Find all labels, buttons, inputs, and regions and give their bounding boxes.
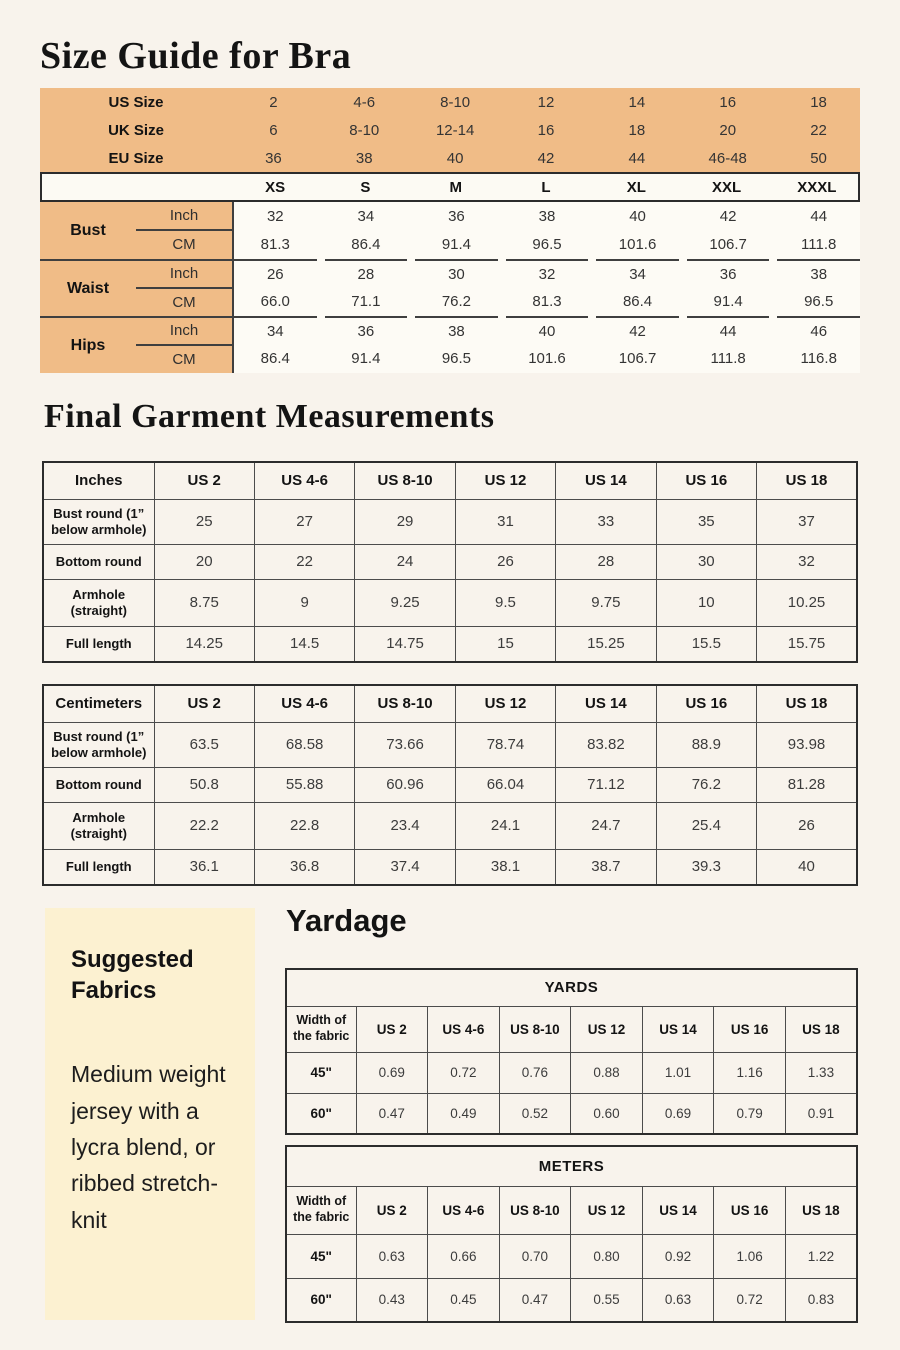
measurement-value: 101.6 <box>618 236 657 254</box>
garment-row-label: Armhole (straight) <box>43 579 154 626</box>
garment-value: 26 <box>455 544 555 579</box>
measurement-value: 42 <box>596 316 679 345</box>
intl-size-row <box>40 144 860 172</box>
intl-size-label: EU Size <box>108 149 164 167</box>
intl-size-value: 42 <box>537 149 555 167</box>
garment-value: 24 <box>355 544 455 579</box>
garment-value: 60.96 <box>355 767 455 802</box>
measurement-value: 101.6 <box>528 350 566 368</box>
yardage-value: 0.83 <box>785 1278 857 1322</box>
garment-size-header: US 2 <box>154 685 254 722</box>
garment-value: 36.1 <box>154 849 254 885</box>
yardage-value: 0.52 <box>499 1093 571 1134</box>
garment-value: 50.8 <box>154 767 254 802</box>
measurement-name: Hips <box>70 336 106 354</box>
intl-size-value: 16 <box>537 121 555 139</box>
measurement-value: 42 <box>719 207 737 225</box>
yardage-unit-title: YARDS <box>286 969 857 1006</box>
measurement-value: 34 <box>234 316 317 345</box>
intl-size-value: 2 <box>269 93 278 111</box>
cm-values-row <box>234 345 860 374</box>
yardage-value: 1.16 <box>714 1052 786 1093</box>
intl-size-value: 6 <box>269 121 278 139</box>
garment-row-label: Bottom round <box>43 767 154 802</box>
intl-size-value: 18 <box>628 121 646 139</box>
intl-size-value: 16 <box>719 93 737 111</box>
garment-size-header: US 18 <box>757 462 857 499</box>
measurement-value: 36 <box>687 259 770 288</box>
measurement-value: 86.4 <box>351 236 381 254</box>
measurement-value: 26 <box>234 259 317 288</box>
garment-size-header: US 4-6 <box>254 685 354 722</box>
fabric-width-header: Width of the fabric <box>286 1006 356 1052</box>
yardage-value: 0.72 <box>428 1052 500 1093</box>
letter-size: XL <box>626 178 646 196</box>
fabric-width-label: 60" <box>286 1278 356 1322</box>
measurement-value: 36 <box>448 207 465 225</box>
garment-row-label: Armhole (straight) <box>43 802 154 849</box>
garment-value: 28 <box>556 544 656 579</box>
intl-size-value: 12-14 <box>435 121 475 139</box>
yardage-value: 0.69 <box>642 1093 714 1134</box>
yardage-size-header: US 16 <box>714 1186 786 1234</box>
garment-table-cm <box>42 684 858 886</box>
garment-value: 81.28 <box>757 767 857 802</box>
yardage-value: 0.88 <box>571 1052 643 1093</box>
unit-label-inch: Inch <box>136 318 232 346</box>
fabric-width-label: 60" <box>286 1093 356 1134</box>
yardage-value: 0.55 <box>571 1278 643 1322</box>
cm-values-row <box>234 231 860 260</box>
garment-size-header: US 2 <box>154 462 254 499</box>
intl-size-value: 36 <box>265 149 282 167</box>
unit-label-cm: CM <box>172 293 196 311</box>
yardage-value: 0.63 <box>642 1278 714 1322</box>
yardage-table-meters <box>285 1145 858 1323</box>
inch-values-row <box>234 259 860 288</box>
garment-row-label: Full length <box>43 849 154 885</box>
unit-label-inch: Inch <box>136 202 232 231</box>
yardage-title: Yardage <box>286 903 407 938</box>
measurement-value: 34 <box>357 207 375 225</box>
measurement-value: 44 <box>687 316 770 345</box>
garment-size-header: US 14 <box>556 685 656 722</box>
measurement-value: 86.4 <box>260 350 290 368</box>
garment-value: 14.25 <box>154 626 254 662</box>
garment-value: 35 <box>656 499 756 544</box>
yardage-value: 1.01 <box>642 1052 714 1093</box>
garment-value: 78.74 <box>455 722 555 767</box>
measurement-value: 106.7 <box>618 350 657 368</box>
measurement-value: 86.4 <box>622 293 653 311</box>
measurement-value: 38 <box>415 316 498 345</box>
garment-value: 14.5 <box>254 626 354 662</box>
measurement-value: 96.5 <box>804 293 834 311</box>
measurement-group-labels <box>40 202 232 259</box>
garment-value: 25.4 <box>656 802 756 849</box>
yardage-value: 1.22 <box>785 1234 857 1278</box>
letter-size: M <box>449 178 462 196</box>
yardage-value: 0.72 <box>714 1278 786 1322</box>
garment-size-header: US 14 <box>556 462 656 499</box>
measurement-value: 106.7 <box>709 236 747 254</box>
garment-value: 36.8 <box>254 849 354 885</box>
fabrics-heading: Suggested Fabrics <box>71 946 194 1005</box>
yardage-unit-title: METERS <box>286 1146 857 1186</box>
fabric-width-header: Width of the fabric <box>286 1186 356 1234</box>
intl-size-label: US Size <box>108 93 164 111</box>
measurement-value: 91.4 <box>441 236 472 254</box>
measurement-value: 40 <box>629 207 646 225</box>
yardage-value: 1.06 <box>714 1234 786 1278</box>
garment-value: 22.2 <box>154 802 254 849</box>
yardage-value: 0.60 <box>571 1093 643 1134</box>
intl-size-value: 44 <box>628 149 646 167</box>
garment-value: 38.1 <box>455 849 555 885</box>
yardage-size-header: US 8-10 <box>499 1006 571 1052</box>
garment-value: 25 <box>154 499 254 544</box>
garment-size-header: US 12 <box>455 462 555 499</box>
intl-size-value: 50 <box>810 149 827 167</box>
measurement-value: 76.2 <box>441 293 472 311</box>
page-title: Size Guide for Bra <box>40 35 352 77</box>
measurement-value: 28 <box>325 259 408 288</box>
yardage-size-header: US 14 <box>642 1006 714 1052</box>
measurement-value: 111.8 <box>801 236 837 254</box>
garment-row-label: Full length <box>43 626 154 662</box>
measurement-value: 30 <box>415 259 498 288</box>
garment-value: 20 <box>154 544 254 579</box>
garment-title: Final Garment Measurements <box>44 398 495 435</box>
yardage-size-header: US 18 <box>785 1006 857 1052</box>
garment-value: 8.75 <box>154 579 254 626</box>
yardage-tables <box>285 968 858 1323</box>
measurement-group <box>40 259 860 316</box>
garment-value: 23.4 <box>355 802 455 849</box>
yardage-size-header: US 14 <box>642 1186 714 1234</box>
yardage-value: 0.79 <box>714 1093 786 1134</box>
garment-value: 24.7 <box>556 802 656 849</box>
measurement-value: 81.3 <box>260 236 290 254</box>
yardage-value: 0.63 <box>356 1234 428 1278</box>
yardage-size-header: US 12 <box>571 1006 643 1052</box>
letter-size: XS <box>265 178 286 196</box>
measurement-value: 71.1 <box>351 293 381 311</box>
intl-size-values <box>232 88 860 116</box>
yardage-table-yards <box>285 968 858 1135</box>
garment-value: 15.5 <box>656 626 756 662</box>
yardage-value: 1.33 <box>785 1052 857 1093</box>
garment-value: 15 <box>455 626 555 662</box>
unit-label-inch: Inch <box>136 261 232 289</box>
intl-size-value: 22 <box>810 121 827 139</box>
garment-value: 24.1 <box>455 802 555 849</box>
garment-value: 76.2 <box>656 767 756 802</box>
intl-size-value: 4-6 <box>353 93 376 111</box>
letter-size: L <box>541 178 551 196</box>
garment-row-label: Bust round (1” below armhole) <box>43 722 154 767</box>
suggested-fabrics-panel <box>45 908 255 1320</box>
intl-size-row <box>40 116 860 144</box>
letter-row-spacer <box>42 174 234 200</box>
measurement-value: 38 <box>538 207 556 225</box>
garment-value: 22.8 <box>254 802 354 849</box>
garment-size-header: US 4-6 <box>254 462 354 499</box>
yardage-value: 0.69 <box>356 1052 428 1093</box>
cm-values-row <box>234 288 860 317</box>
yardage-size-header: US 18 <box>785 1186 857 1234</box>
yardage-size-header: US 4-6 <box>428 1186 500 1234</box>
intl-size-label: UK Size <box>108 121 164 139</box>
yardage-size-header: US 2 <box>356 1006 428 1052</box>
intl-size-row <box>40 88 860 116</box>
letter-size-row <box>40 172 860 202</box>
yardage-value: 0.70 <box>499 1234 571 1278</box>
letter-size: XXL <box>711 178 742 196</box>
garment-size-header: US 8-10 <box>355 685 455 722</box>
yardage-size-header: US 8-10 <box>499 1186 571 1234</box>
inch-values-row <box>234 202 860 231</box>
measurement-value: 91.4 <box>351 350 381 368</box>
garment-value: 55.88 <box>254 767 354 802</box>
measurement-name: Waist <box>66 279 110 297</box>
yardage-value: 0.47 <box>499 1278 571 1322</box>
garment-value: 32 <box>757 544 857 579</box>
garment-row-label: Bottom round <box>43 544 154 579</box>
measurement-value: 46 <box>777 316 860 345</box>
intl-size-value: 18 <box>810 93 827 111</box>
unit-label-cm: CM <box>172 236 196 254</box>
body-measurement-table <box>40 202 860 373</box>
garment-value: 10 <box>656 579 756 626</box>
garment-value: 39.3 <box>656 849 756 885</box>
garment-value: 9.25 <box>355 579 455 626</box>
intl-size-value: 40 <box>446 149 464 167</box>
garment-value: 10.25 <box>757 579 857 626</box>
yardage-size-header: US 16 <box>714 1006 786 1052</box>
yardage-value: 0.49 <box>428 1093 500 1134</box>
measurement-value: 32 <box>506 259 589 288</box>
yardage-size-header: US 2 <box>356 1186 428 1234</box>
letter-size: S <box>360 178 371 196</box>
garment-value: 38.7 <box>556 849 656 885</box>
letter-sizes <box>234 174 858 200</box>
intl-size-value: 20 <box>719 121 737 139</box>
yardage-value: 0.76 <box>499 1052 571 1093</box>
garment-value: 63.5 <box>154 722 254 767</box>
measurement-group-labels <box>40 259 232 316</box>
fabric-width-label: 45" <box>286 1052 356 1093</box>
yardage-value: 0.66 <box>428 1234 500 1278</box>
garment-size-header: US 8-10 <box>355 462 455 499</box>
garment-value: 88.9 <box>656 722 756 767</box>
garment-unit-header: Centimeters <box>43 685 154 722</box>
garment-value: 37.4 <box>355 849 455 885</box>
measurement-values <box>232 316 860 373</box>
garment-value: 37 <box>757 499 857 544</box>
intl-size-table <box>40 88 860 172</box>
garment-value: 9.5 <box>455 579 555 626</box>
measurement-name: Bust <box>70 221 106 239</box>
garment-table-inches <box>42 461 858 663</box>
measurement-value: 116.8 <box>800 350 837 368</box>
measurement-value: 32 <box>266 207 284 225</box>
yardage-value: 0.45 <box>428 1278 500 1322</box>
garment-size-header: US 18 <box>757 685 857 722</box>
garment-value: 14.75 <box>355 626 455 662</box>
garment-value: 27 <box>254 499 354 544</box>
garment-value: 15.25 <box>556 626 656 662</box>
measurement-value: 40 <box>506 316 589 345</box>
measurement-values <box>232 259 860 316</box>
size-guide-section <box>40 88 860 373</box>
garment-value: 66.04 <box>455 767 555 802</box>
measurement-value: 111.8 <box>710 350 746 368</box>
intl-size-value: 8-10 <box>440 93 471 111</box>
garment-row-label: Bust round (1” below armhole) <box>43 499 154 544</box>
garment-value: 30 <box>656 544 756 579</box>
garment-value: 9 <box>254 579 354 626</box>
garment-value: 73.66 <box>355 722 455 767</box>
intl-size-values <box>232 144 860 172</box>
garment-value: 9.75 <box>556 579 656 626</box>
yardage-value: 0.43 <box>356 1278 428 1322</box>
intl-size-value: 14 <box>628 93 646 111</box>
measurement-value: 36 <box>325 316 408 345</box>
garment-value: 33 <box>556 499 656 544</box>
garment-tables <box>42 461 858 907</box>
measurement-values <box>232 202 860 259</box>
garment-value: 31 <box>455 499 555 544</box>
measurement-value: 96.5 <box>532 236 562 254</box>
measurement-value: 91.4 <box>713 293 743 311</box>
unit-label-cm: CM <box>172 350 196 368</box>
garment-value: 83.82 <box>556 722 656 767</box>
measurement-group <box>40 316 860 373</box>
yardage-size-header: US 4-6 <box>428 1006 500 1052</box>
garment-size-header: US 16 <box>656 462 756 499</box>
yardage-value: 0.92 <box>642 1234 714 1278</box>
letter-size: XXXL <box>797 178 837 196</box>
fabric-width-label: 45" <box>286 1234 356 1278</box>
inch-values-row <box>234 316 860 345</box>
measurement-value: 81.3 <box>532 293 562 311</box>
measurement-value: 66.0 <box>260 293 290 311</box>
measurement-value: 96.5 <box>441 350 472 368</box>
fabrics-body: Medium weight jersey with a lycra blend, or ribbed stretch-knit <box>71 1061 226 1233</box>
garment-value: 68.58 <box>254 722 354 767</box>
garment-size-header: US 16 <box>656 685 756 722</box>
garment-value: 26 <box>757 802 857 849</box>
measurement-group-labels <box>40 316 232 373</box>
yardage-value: 0.47 <box>356 1093 428 1134</box>
intl-size-value: 8-10 <box>349 121 380 139</box>
garment-value: 40 <box>757 849 857 885</box>
garment-value: 93.98 <box>757 722 857 767</box>
garment-unit-header: Inches <box>43 462 154 499</box>
measurement-value: 34 <box>596 259 679 288</box>
intl-size-value: 38 <box>355 149 373 167</box>
measurement-group <box>40 202 860 259</box>
garment-value: 29 <box>355 499 455 544</box>
measurement-value: 38 <box>777 259 860 288</box>
yardage-value: 0.91 <box>785 1093 857 1134</box>
measurement-value: 44 <box>810 207 828 225</box>
garment-value: 71.12 <box>556 767 656 802</box>
garment-value: 15.75 <box>757 626 857 662</box>
intl-size-value: 46-48 <box>708 149 747 167</box>
intl-size-value: 12 <box>537 93 555 111</box>
garment-size-header: US 12 <box>455 685 555 722</box>
yardage-size-header: US 12 <box>571 1186 643 1234</box>
yardage-value: 0.80 <box>571 1234 643 1278</box>
intl-size-values <box>232 116 860 144</box>
garment-value: 22 <box>254 544 354 579</box>
